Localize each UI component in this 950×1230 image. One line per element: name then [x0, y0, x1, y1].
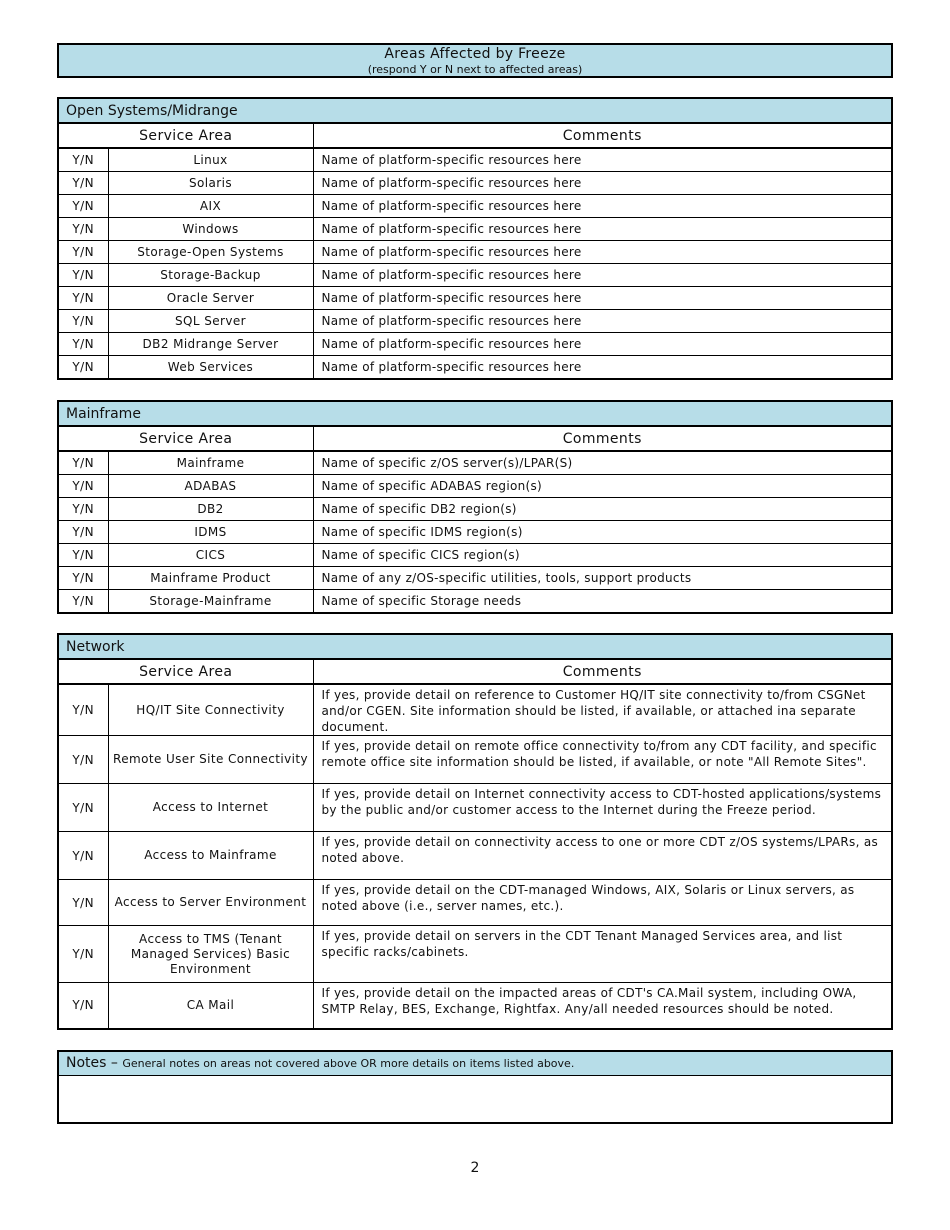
comment-cell: Name of any z/OS-specific utilities, tools, support products: [313, 567, 892, 590]
mainframe-table: [57, 400, 893, 614]
table-row: [58, 784, 892, 832]
yn-cell[interactable]: Y/N: [58, 926, 108, 983]
comment-cell: Name of platform-specific resources here: [313, 172, 892, 195]
service-area-cell: IDMS: [108, 521, 313, 544]
yn-cell[interactable]: Y/N: [58, 544, 108, 567]
service-area-cell: DB2: [108, 498, 313, 521]
notes-label: Notes –: [66, 1055, 118, 1071]
service-area-cell: Web Services: [108, 356, 313, 380]
table-row: [58, 218, 892, 241]
service-area-cell: Access to Mainframe: [108, 832, 313, 880]
freeze-title-box: [57, 43, 893, 78]
table-row: [58, 264, 892, 287]
yn-cell[interactable]: Y/N: [58, 241, 108, 264]
comment-cell: If yes, provide detail on the CDT-managed Windows, AIX, Solaris or Linux servers, as noted above (i.e., server names, etc.).: [313, 880, 892, 926]
table-row: [58, 521, 892, 544]
comments-header: Comments: [313, 426, 892, 451]
service-area-cell: Windows: [108, 218, 313, 241]
comment-cell: If yes, provide detail on remote office connectivity to/from any CDT facility, and specific remote office site information should be listed, if available, or note "All Remote Sites".: [313, 736, 892, 784]
service-area-header: Service Area: [58, 659, 313, 684]
service-area-cell: DB2 Midrange Server: [108, 333, 313, 356]
notes-header: [59, 1052, 891, 1076]
table-row: [58, 498, 892, 521]
table-row: [58, 475, 892, 498]
service-area-cell: Mainframe Product: [108, 567, 313, 590]
yn-cell[interactable]: Y/N: [58, 784, 108, 832]
service-area-cell: Access to Server Environment: [108, 880, 313, 926]
comment-cell: If yes, provide detail on Internet connectivity access to CDT-hosted applications/systems by the public and/or customer access to the Internet during the Freeze period.: [313, 784, 892, 832]
service-area-cell: Storage-Open Systems: [108, 241, 313, 264]
comment-cell: If yes, provide detail on reference to Customer HQ/IT site connectivity to/from CSGNet and/or CGEN. Site information should be listed, if available, or attached ina separate document.: [313, 684, 892, 736]
service-area-header: Service Area: [58, 123, 313, 148]
service-area-cell: Solaris: [108, 172, 313, 195]
comment-cell: Name of platform-specific resources here: [313, 287, 892, 310]
table-row: [58, 684, 892, 736]
table-row: [58, 832, 892, 880]
yn-cell[interactable]: Y/N: [58, 475, 108, 498]
service-area-cell: Mainframe: [108, 451, 313, 475]
table-row: [58, 451, 892, 475]
yn-cell[interactable]: Y/N: [58, 983, 108, 1029]
yn-cell[interactable]: Y/N: [58, 567, 108, 590]
yn-cell[interactable]: Y/N: [58, 590, 108, 614]
open-systems-table: [57, 97, 893, 380]
service-area-cell: ADABAS: [108, 475, 313, 498]
yn-cell[interactable]: Y/N: [58, 195, 108, 218]
comment-cell: Name of specific DB2 region(s): [313, 498, 892, 521]
page-title: Areas Affected by Freeze: [384, 46, 566, 62]
service-area-cell: CA Mail: [108, 983, 313, 1029]
comment-cell: Name of platform-specific resources here: [313, 218, 892, 241]
notes-box: [57, 1050, 893, 1124]
table-row: [58, 590, 892, 614]
section-title: Network: [58, 634, 892, 659]
comment-cell: If yes, provide detail on servers in the CDT Tenant Managed Services area, and list specific racks/cabinets.: [313, 926, 892, 983]
yn-cell[interactable]: Y/N: [58, 172, 108, 195]
comment-cell: Name of specific CICS region(s): [313, 544, 892, 567]
yn-cell[interactable]: Y/N: [58, 451, 108, 475]
comment-cell: If yes, provide detail on the impacted areas of CDT's CA.Mail system, including OWA, SMTP Relay, BES, Exchange, Rightfax. Any/all needed resources should be noted.: [313, 983, 892, 1029]
page-subtitle: (respond Y or N next to affected areas): [367, 63, 583, 76]
yn-cell[interactable]: Y/N: [58, 218, 108, 241]
service-area-cell: Access to TMS (Tenant Managed Services) Basic Environment: [108, 926, 313, 983]
service-area-cell: SQL Server: [108, 310, 313, 333]
table-row: [58, 310, 892, 333]
table-row: [58, 333, 892, 356]
yn-cell[interactable]: Y/N: [58, 264, 108, 287]
comment-cell: Name of specific Storage needs: [313, 590, 892, 614]
comment-cell: Name of platform-specific resources here: [313, 195, 892, 218]
yn-cell[interactable]: Y/N: [58, 498, 108, 521]
comment-cell: Name of platform-specific resources here: [313, 264, 892, 287]
network-table: [57, 633, 893, 1030]
table-row: [58, 172, 892, 195]
table-row: [58, 880, 892, 926]
section-title: Mainframe: [58, 401, 892, 426]
comments-header: Comments: [313, 659, 892, 684]
service-area-cell: AIX: [108, 195, 313, 218]
service-area-cell: Oracle Server: [108, 287, 313, 310]
comment-cell: Name of platform-specific resources here: [313, 148, 892, 172]
table-row: [58, 736, 892, 784]
service-area-cell: Access to Internet: [108, 784, 313, 832]
service-area-cell: Remote User Site Connectivity: [108, 736, 313, 784]
comment-cell: Name of specific IDMS region(s): [313, 521, 892, 544]
yn-cell[interactable]: Y/N: [58, 356, 108, 380]
table-row: [58, 544, 892, 567]
notes-description: General notes on areas not covered above OR more details on items listed above.: [122, 1057, 575, 1070]
table-row: [58, 241, 892, 264]
comment-cell: Name of platform-specific resources here: [313, 333, 892, 356]
page-number: 2: [470, 1160, 480, 1176]
table-row: [58, 983, 892, 1029]
comment-cell: Name of platform-specific resources here: [313, 310, 892, 333]
comment-cell: If yes, provide detail on connectivity access to one or more CDT z/OS systems/LPARs, as noted above.: [313, 832, 892, 880]
yn-cell[interactable]: Y/N: [58, 880, 108, 926]
service-area-cell: Storage-Mainframe: [108, 590, 313, 614]
yn-cell[interactable]: Y/N: [58, 148, 108, 172]
table-row: [58, 148, 892, 172]
yn-cell[interactable]: Y/N: [58, 521, 108, 544]
comments-header: Comments: [313, 123, 892, 148]
service-area-cell: CICS: [108, 544, 313, 567]
comment-cell: Name of platform-specific resources here: [313, 241, 892, 264]
yn-cell[interactable]: Y/N: [58, 310, 108, 333]
yn-cell[interactable]: Y/N: [58, 333, 108, 356]
table-row: [58, 926, 892, 983]
section-title: Open Systems/Midrange: [58, 98, 892, 123]
table-row: [58, 567, 892, 590]
yn-cell[interactable]: Y/N: [58, 684, 108, 736]
yn-cell[interactable]: Y/N: [58, 287, 108, 310]
service-area-cell: Linux: [108, 148, 313, 172]
service-area-header: Service Area: [58, 426, 313, 451]
service-area-cell: Storage-Backup: [108, 264, 313, 287]
table-row: [58, 195, 892, 218]
comment-cell: Name of specific ADABAS region(s): [313, 475, 892, 498]
comment-cell: Name of specific z/OS server(s)/LPAR(S): [313, 451, 892, 475]
yn-cell[interactable]: Y/N: [58, 736, 108, 784]
notes-content[interactable]: [59, 1076, 891, 1122]
table-row: [58, 287, 892, 310]
table-row: [58, 356, 892, 380]
service-area-cell: HQ/IT Site Connectivity: [108, 684, 313, 736]
comment-cell: Name of platform-specific resources here: [313, 356, 892, 380]
yn-cell[interactable]: Y/N: [58, 832, 108, 880]
